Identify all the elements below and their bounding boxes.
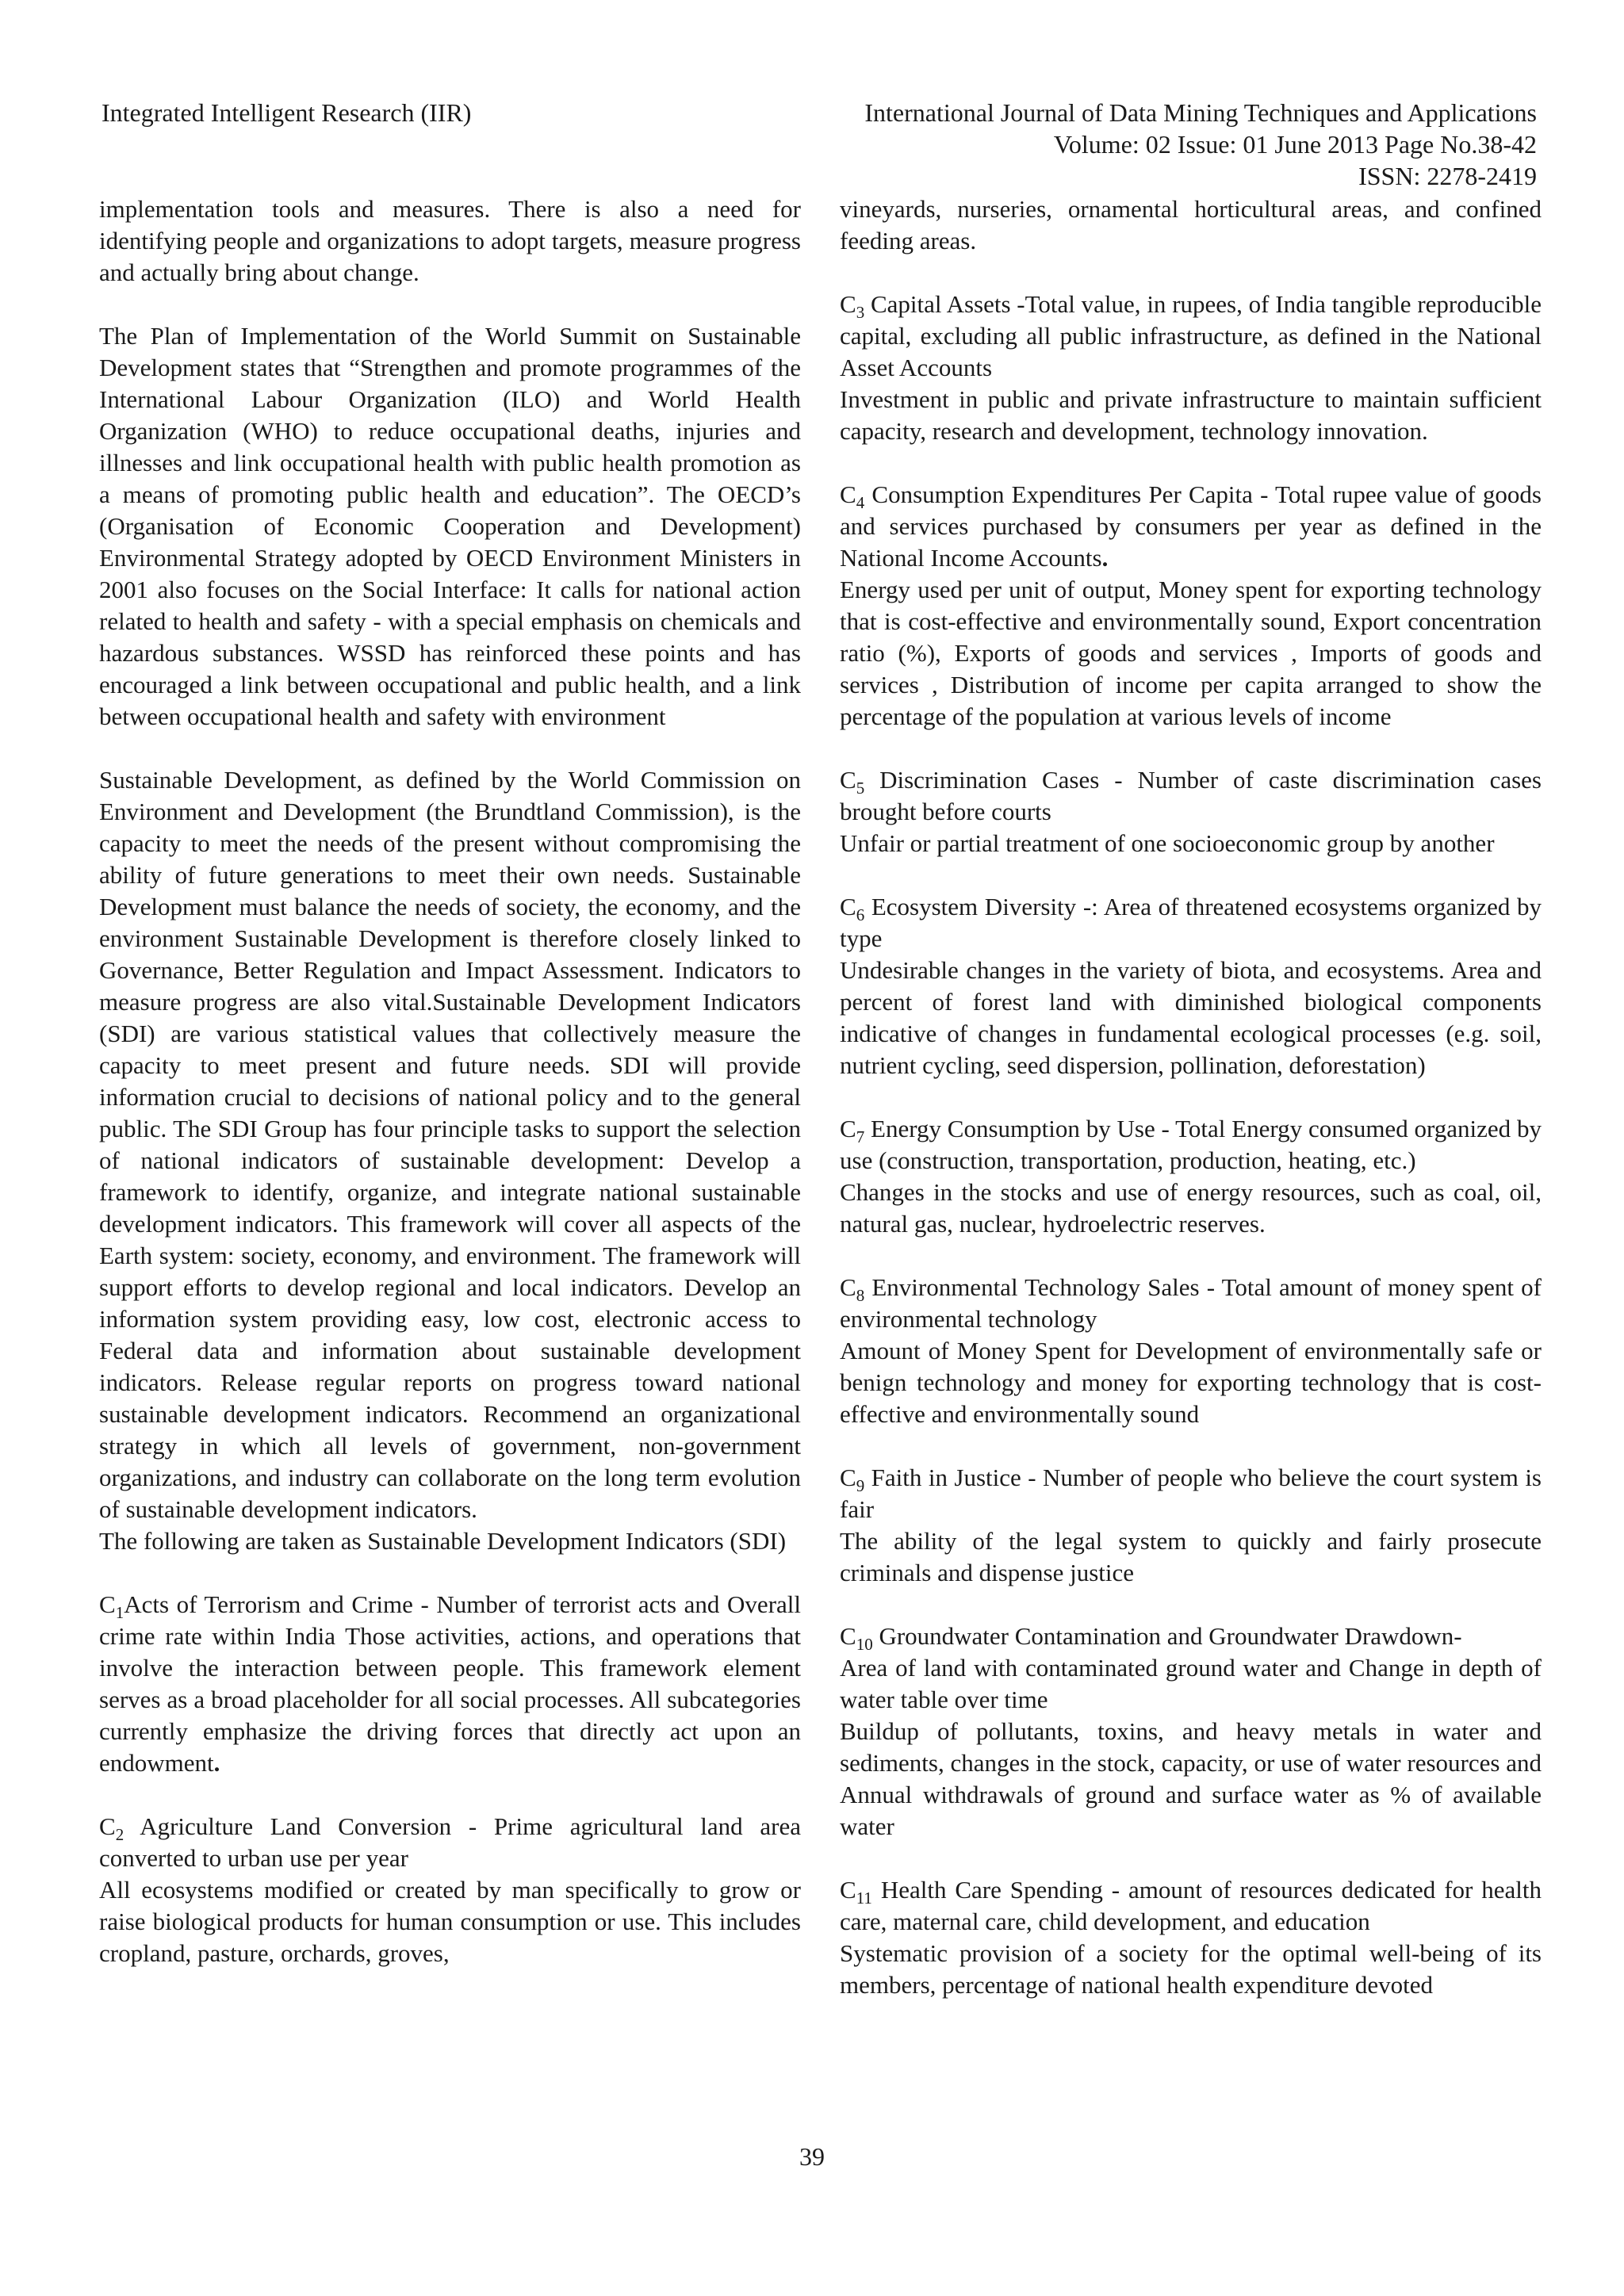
indicator-c9-title: Faith in Justice - Number of people who believe the court system is fair [840,1464,1542,1523]
left-column [99,193,801,1969]
paragraph-sustainable-development: Sustainable Development, as defined by the World Commission on Environment and Development (the Brundtland Commission), is the capacity to meet the needs of the present without compromising the ability of future generations to meet their own needs. Sustainable Development must balance the needs of society, the economy, and the environment Sustainable Development is therefore closely linked to Governance, Better Regulation and Impact Assessment. Indicators to measure progress are also vital.Sustainable Development Indicators (SDI) are various statistical values that collectively measure the capacity to meet present and future needs. SDI will provide information crucial to decisions of national policy and to the general public. The SDI Group has four principle tasks to support the selection of national indicators of sustainable development: Develop a framework to identify, organize, and integrate national sustainable development indicators. This framework will cover all aspects of the Earth system: society, economy, and environment. The framework will support efforts to develop regional and local indicators. Develop an information system providing easy, low cost, electronic access to Federal data and information about sustainable development indicators. Release regular reports on progress toward national sustainable development indicators. Recommend an organizational strategy in which all levels of government, non-government organizations, and industry can collaborate on the long term evolution of sustainable development indicators. [99,766,801,1523]
indicator-c3-title: Capital Assets -Total value, in rupees, of India tangible reproducible capital, excluding all public infrastructure, as defined in the National Asset Accounts [840,290,1542,381]
indicator-label: C [840,766,856,794]
indicator-c2 [99,1811,801,1874]
indicator-c6 [840,891,1542,955]
indicator-subscript: 2 [115,1825,124,1844]
indicator-label: C [840,1115,856,1142]
header-right-journal-info [744,97,1537,192]
indicator-c3-description: Investment in public and private infrastructure to maintain sufficient capacity, research and development, technology innovation. [840,385,1542,445]
right-column [840,193,1542,2001]
indicator-c4-period: . [1101,544,1109,572]
indicator-label: C [99,1590,116,1618]
indicator-c8-title: Environmental Technology Sales - Total amount of money spent of environmental technology [840,1273,1542,1333]
indicator-c5-description: Unfair or partial treatment of one socioeconomic group by another [840,829,1495,857]
indicator-label: C [840,1273,856,1301]
indicator-c10-title-continued: Area of land with contaminated ground water and Change in depth of water table over time [840,1654,1542,1713]
indicator-label: C [840,290,856,318]
indicator-subscript: 3 [856,303,865,322]
indicator-label: C [840,1464,856,1491]
indicator-subscript: 11 [856,1888,872,1908]
indicator-label: C [840,1622,856,1650]
indicator-c5-title: Discrimination Cases - Number of caste discrimination cases brought before courts [840,766,1542,825]
indicator-subscript: 10 [856,1635,873,1654]
indicator-c6-title: Ecosystem Diversity -: Area of threatened ecosystems organized by type [840,893,1542,952]
indicator-c4-title: Consumption Expenditures Per Capita - Total rupee value of goods and services purchased by consumers per year as defined in the National Income Accounts [840,480,1542,572]
indicator-label: C [840,893,856,920]
indicator-c5 [840,764,1542,828]
indicator-c2-title: Agriculture Land Conversion - Prime agricultural land area converted to urban use per year [99,1812,801,1872]
indicator-c9-description: The ability of the legal system to quickly and fairly prosecute criminals and dispense justice [840,1527,1542,1586]
indicator-subscript: 5 [856,779,865,798]
indicator-c1-text: Acts of Terrorism and Crime - Number of terrorist acts and Overall crime rate within India Those activities, actions, and operations that involve the interaction between people. This framework element serves as a broad placeholder for all social processes. All subcategories currently emphasize the driving forces that directly act upon an endowment [99,1590,801,1777]
header-issn: ISSN: 2278-2419 [1358,162,1537,190]
page-number: 39 [799,2142,825,2171]
paragraph-implementation-tools: implementation tools and measures. There is also a need for identifying people and organizations to adopt targets, measure progress and actually bring about change. [99,195,801,286]
header-volume-issue: Volume: 02 Issue: 01 June 2013 Page No.38-42 [1053,130,1537,159]
indicator-label: C [99,1812,116,1840]
indicator-subscript: 7 [856,1127,865,1146]
indicator-c11-description: Systematic provision of a society for the optimal well-being of its members, percentage of national health expenditure devoted [840,1939,1542,1999]
indicator-c7-title: Energy Consumption by Use - Total Energy consumed organized by use (construction, transportation, production, heating, etc.) [840,1115,1542,1174]
indicator-c4 [840,479,1542,574]
indicator-c4-description: Energy used per unit of output, Money spent for exporting technology that is cost-effective and environmentally sound, Export concentration ratio (%), Exports of goods and services , Imports of goods and services , Distribution of income per capita arranged to show the percentage of the population at various levels of income [840,576,1542,730]
indicator-c8-description: Amount of Money Spent for Development of environmentally safe or benign technology and money for exporting technology that is cost-effective and environmentally sound [840,1337,1542,1428]
indicator-c7 [840,1113,1542,1177]
indicator-c10-title: Groundwater Contamination and Groundwater Drawdown- [872,1622,1462,1650]
paragraph-sdi-intro: The following are taken as Sustainable Development Indicators (SDI) [99,1527,787,1555]
indicator-c10 [840,1621,1542,1652]
indicator-label: C [840,480,856,508]
indicator-c11-title: Health Care Spending - amount of resources dedicated for health care, maternal care, child development, and education [840,1876,1542,1935]
indicator-subscript: 6 [856,905,865,924]
indicator-subscript: 8 [856,1286,865,1305]
indicator-c2-description: All ecosystems modified or created by man specifically to grow or raise biological products for human consumption or use. This includes cropland, pasture, orchards, groves, [99,1876,801,1967]
indicator-subscript: 1 [115,1603,124,1622]
indicator-c1 [99,1589,801,1779]
header-journal-title: International Journal of Data Mining Techniques and Applications [864,98,1537,127]
indicator-c8 [840,1272,1542,1335]
indicator-c11 [840,1874,1542,1938]
indicator-c3 [840,289,1542,384]
indicator-label: C [840,1876,856,1904]
indicator-c7-description: Changes in the stocks and use of energy resources, such as coal, oil, natural gas, nuclear, hydroelectric reserves. [840,1178,1542,1238]
indicator-c10-description: Buildup of pollutants, toxins, and heavy metals in water and sediments, changes in the stock, capacity, or use of water resources and Annual withdrawals of ground and surface water as % of available water [840,1717,1542,1840]
indicator-c6-description: Undesirable changes in the variety of biota, and ecosystems. Area and percent of forest land with diminished biological components indicative of changes in fundamental ecological processes (e.g. soil, nutrient cycling, seed dispersion, pollination, deforestation) [840,956,1542,1079]
indicator-c1-period: . [213,1749,220,1777]
header-left-publisher: Integrated Intelligent Research (IIR) [102,98,472,127]
indicator-c9 [840,1462,1542,1525]
indicator-subscript: 9 [856,1476,865,1495]
indicator-subscript: 4 [856,493,865,512]
paragraph-wssd-plan: The Plan of Implementation of the World Summit on Sustainable Development states that “Strengthen and promote programmes of the International Labour Organization (ILO) and World Health Organization (WHO) to reduce occupational deaths, injuries and illnesses and link occupational health with public health promotion as a means of promoting public health and education”. The OECD’s (Organisation of Economic Cooperation and Development) Environmental Strategy adopted by OECD Environment Ministers in 2001 also focuses on the Social Interface: It calls for national action related to health and safety - with a special emphasis on chemicals and hazardous substances. WSSD has reinforced these points and has encouraged a link between occupational and public health, and a link between occupational health and safety with environment [99,322,801,730]
indicator-c2-continued: vineyards, nurseries, ornamental horticultural areas, and confined feeding areas. [840,195,1542,254]
